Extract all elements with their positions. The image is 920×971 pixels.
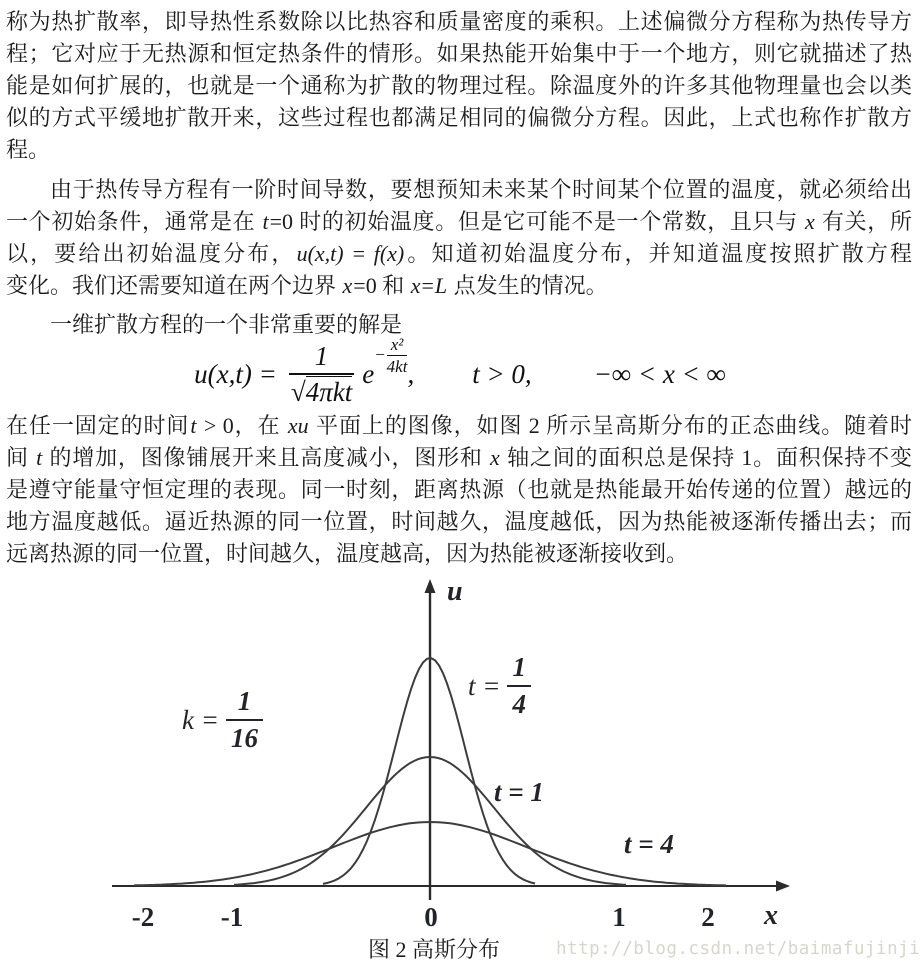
u-axis-arrow [425,579,436,593]
inline-math: t [262,209,269,234]
text-run: 变化。我们还需要知道在两个边界 [6,273,342,298]
text-line [6,70,912,102]
text-line [6,238,912,270]
text-run: 地方温度越低。逼近热源的同一位置，时间越久，温度越低，因为热能被逐渐传播出去；而 [6,509,912,534]
text-run: 以，要给出初始温度分布， [6,241,296,266]
paragraph-initial-condition [6,174,912,302]
t-quarter-fraction: $\frac{1}{4}$ [507,654,531,718]
x-tick-neg2: -2 [131,902,155,932]
text-run: 轴之间的面积总是保持 1。面积保持不变 [500,445,912,470]
text-run: 似的方式平缓地扩散开来，这些过程也都满足相同的偏微分方程。因此，上式也称作扩散方 [6,105,912,130]
text-run: 程。 [6,137,51,162]
equation-fraction [289,342,354,406]
text-line [6,309,912,341]
x-tick-neg1: -1 [220,902,244,932]
text-run: 在任一固定的时间 [6,413,190,438]
inline-math: x [342,273,353,298]
text-line [6,538,912,570]
inline-math: t [190,413,197,438]
paragraph-gaussian-behavior [6,410,912,570]
text-run: 一个初始条件，通常是在 [6,209,262,234]
inline-math: u(x,t) = f(x) [296,241,405,266]
text-run: =0 时的初始温度。但是它可能不是一个常数，且只与 [269,209,805,234]
condition-domain: −∞ < x < ∞ [593,358,726,389]
watermark-url: http://blog.csdn.net/baimafujinji [556,939,920,959]
equation-lhs: u(x,t) = [194,358,277,389]
text-line [6,38,912,70]
text-run: 点发生的情况。 [448,273,608,298]
text-run: 程；它对应于无热源和恒定热条件的情形。如果热能开始集中于一个地方，则它就描述了热 [6,41,912,66]
text-run: = [421,273,434,298]
fraction-numerator: 1 [314,341,329,372]
x-axis-label: x [764,900,778,931]
text-line [6,474,912,506]
condition-time: t > 0, [472,358,532,389]
figure-caption: 图 2 高斯分布 [368,937,501,962]
inline-math: xu [287,413,309,438]
text-run: > 0，在 [197,413,287,438]
u-axis-label: u [447,576,463,607]
inline-math: L [434,273,448,298]
text-run: 间 [6,445,36,470]
x-axis-arrow [776,881,790,892]
k-fraction: $\frac{1}{16}$ [226,688,263,752]
text-line [6,6,912,38]
text-line [6,270,912,302]
text-run: 是遵守能量守恒定理的表现。同一时刻，距离热源（也就是热能最开始传递的位置）越远的 [6,477,912,502]
x-tick-2: 2 [701,902,715,932]
fraction-denominator [289,373,354,406]
text-run: 有关，所 [815,209,912,234]
paragraph-solution-intro [6,309,912,341]
text-run: 远离热源的同一位置，时间越久，温度越高，因为热能被逐渐接收到。 [6,541,689,566]
text-run: 平面上的图像，如图 2 所示呈高斯分布的正态曲线。随着时 [309,413,912,438]
text-run: 能是如何扩展的，也就是一个通称为扩散的物理过程。除温度外的许多其他物理量也会以类 [6,73,912,98]
inline-math: x [805,209,815,234]
paragraph-diffusivity [6,6,912,166]
text-line [6,134,912,166]
figure-gaussian-distribution [0,576,920,932]
caption-row [0,928,920,971]
plot-canvas [0,576,920,928]
text-line [6,410,912,442]
text-run: 一维扩散方程的一个非常重要的解是 [50,312,403,337]
text-run: 由于热传导方程有一阶时间导数，要想预知未来某个时间某个位置的温度，就必须给出 [50,177,912,202]
curve-label-t-4: t = 4 [624,829,674,859]
text-run: 。知道初始温度分布，并知道温度按照扩散方程 [405,241,912,266]
x-tick-1: 1 [612,902,626,932]
text-line [6,174,912,206]
text-line [6,506,912,538]
inline-math: x [490,445,500,470]
text-run: =0 和 [353,273,410,298]
x-tick-0: 0 [424,902,438,932]
radicand: 4πkt [305,376,353,407]
equation-exponent [374,336,407,375]
text-line [6,102,912,134]
curve-label-t-quarter: t = $\frac{1}{4}$ [468,654,531,718]
exponent-minus: − [374,345,386,364]
text-line [6,442,912,474]
text-run: 称为热扩散率，即导热性系数除以比热容和质量密度的乘积。上述偏微分方程称为热传导方 [6,9,912,34]
radical-sign: √ [290,376,306,407]
inline-math: x [410,273,421,298]
equation-display [0,334,920,410]
curve-label-t-1: t = 1 [494,777,544,807]
inline-math: t [36,445,43,470]
text-line [6,206,912,238]
euler-e: e [362,358,375,389]
equation-comma: , [407,358,415,389]
text-run: 的增加，图像铺展开来且高度减小，图形和 [43,445,490,470]
k-value-label: k = $\frac{1}{16}$ [182,688,263,752]
exponent-fraction: $\frac{\text{x²}}{4kt}$ [386,334,408,376]
